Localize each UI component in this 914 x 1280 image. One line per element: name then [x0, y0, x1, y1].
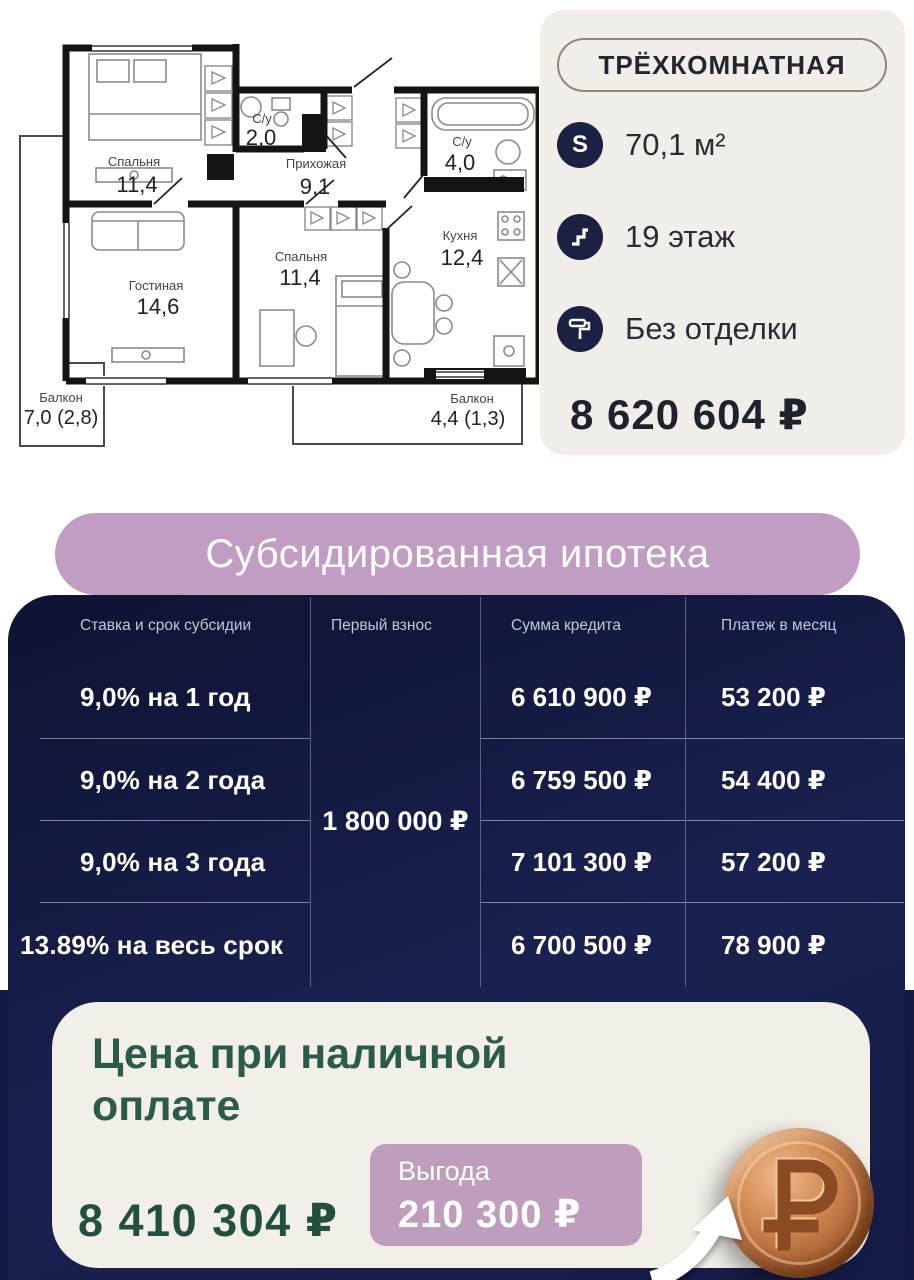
room-area: 11,4: [279, 265, 321, 290]
benefit-box: [370, 1144, 642, 1246]
room-area: 7,0 (2,8): [23, 407, 99, 429]
floorplan: [4, 18, 539, 450]
room-name: Спальня: [274, 249, 328, 264]
mortgage-title: Субсидированная ипотека: [55, 513, 860, 595]
down-payment-cell: 1 800 000 ₽: [310, 655, 480, 987]
finish-label: Без отделки: [625, 311, 798, 346]
monthly-cell: 57 200 ₽: [685, 821, 904, 903]
feature-finish: [557, 306, 798, 352]
room-area: 4,4 (1,3): [430, 408, 506, 430]
room-name: С/у: [252, 111, 272, 126]
credit-cell: 6 700 500 ₽: [480, 903, 685, 987]
rate-cell: 13.89% на весь срок: [20, 929, 284, 960]
column-header-down-payment: Первый взнос: [310, 597, 480, 655]
column-header-rate: Ставка и срок субсидии: [80, 617, 252, 634]
desk: [260, 310, 294, 366]
column-header-monthly: Платеж в месяц: [685, 597, 904, 655]
cash-price-title: Цена при наличной оплате: [92, 1030, 508, 1131]
stove: [498, 212, 524, 240]
floor-icon: [557, 214, 603, 260]
feature-area: [557, 122, 726, 168]
apartment-price: 8 620 604 ₽: [570, 391, 809, 438]
room-name: С/у: [452, 134, 472, 149]
room-name: Кухня: [442, 228, 478, 243]
room-area: 12,4: [440, 245, 484, 270]
rate-cell: 9,0% на 1 год: [10, 655, 310, 739]
room-name: Прихожая: [285, 156, 347, 171]
arrow-icon: [636, 1192, 756, 1280]
room-area: 2,0: [245, 125, 277, 150]
floorplan-drawing: [4, 18, 539, 450]
room-area: 9,1: [299, 174, 331, 199]
room-area: 14,6: [136, 294, 180, 319]
apartment-type-badge: ТРЁХКОМНАТНАЯ: [557, 38, 887, 92]
monthly-cell: 78 900 ₽: [685, 903, 904, 987]
rate-cell: 9,0% на 2 года: [10, 739, 310, 821]
monthly-cell: 54 400 ₽: [685, 739, 904, 821]
room-area: 4,0: [444, 150, 476, 175]
room-name: Балкон: [39, 390, 83, 405]
apartment-info-card: [540, 10, 905, 455]
credit-cell: 6 759 500 ₽: [480, 739, 685, 821]
room-name: Спальня: [107, 154, 161, 169]
washbasin-2: [496, 140, 520, 164]
monthly-cell: 53 200 ₽: [685, 655, 904, 739]
finish-icon: [557, 306, 603, 352]
area-label: 70,1 м²: [625, 127, 726, 162]
floor-label: 19 этаж: [625, 219, 736, 254]
benefit-value: 210 300 ₽: [398, 1194, 582, 1236]
room-area: 11,4: [116, 172, 158, 197]
credit-cell: 6 610 900 ₽: [480, 655, 685, 739]
cash-price-value: 8 410 304 ₽: [78, 1195, 339, 1246]
column-header-credit: Сумма кредита: [480, 597, 685, 655]
benefit-label: Выгода: [398, 1156, 490, 1186]
room-name: Гостиная: [128, 278, 184, 293]
credit-cell: 7 101 300 ₽: [480, 821, 685, 903]
feature-floor: [557, 214, 735, 260]
room-name: Балкон: [450, 391, 494, 406]
area-icon: S: [557, 122, 603, 168]
mortgage-table: [10, 597, 904, 987]
dining-table: [392, 282, 434, 344]
rate-cell: 9,0% на 3 года: [10, 821, 310, 903]
toilet: [272, 98, 290, 110]
